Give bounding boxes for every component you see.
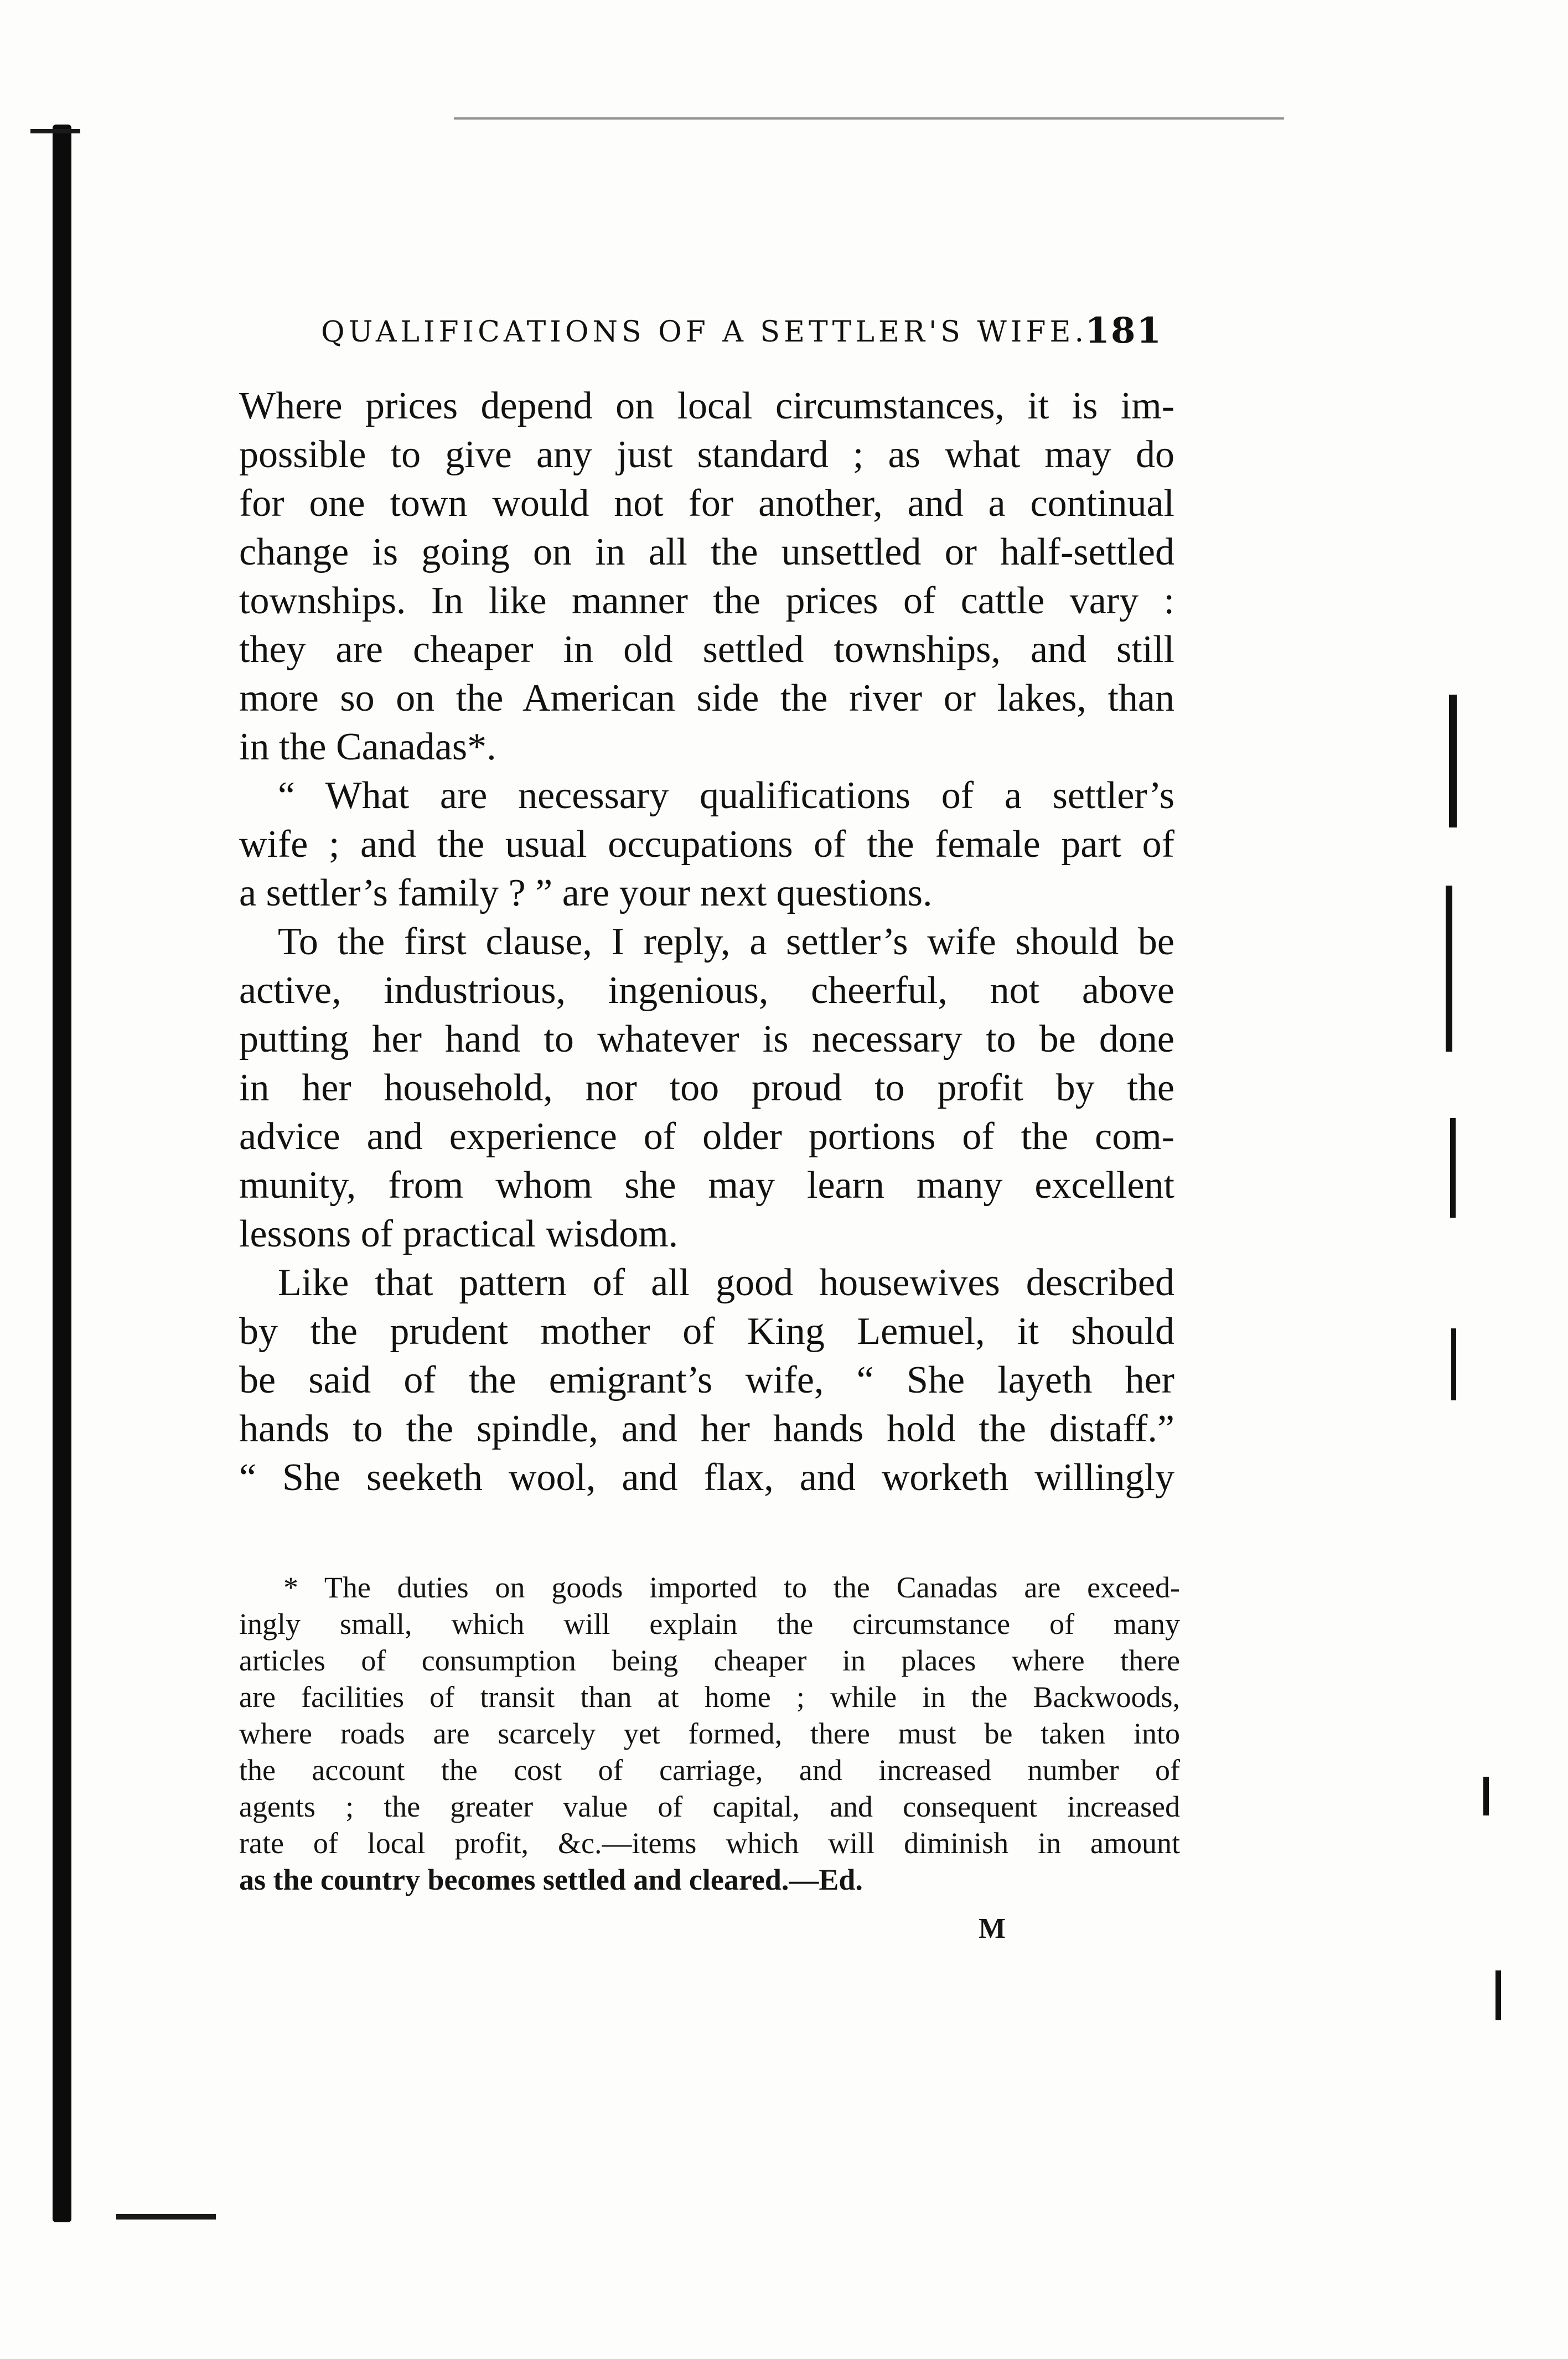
text-line: “ She seeketh wool, and flax, and worketh willingly <box>239 1456 1174 1499</box>
running-head <box>321 310 1162 360</box>
running-head-title: QUALIFICATIONS OF A SETTLER'S WIFE. <box>321 315 1088 349</box>
right-edge-scan-artifact <box>1483 1777 1489 1815</box>
footnote-line: as the country becomes settled and cleared.—Ed. <box>239 1863 863 1896</box>
paragraph <box>239 1259 1174 1502</box>
binding-top-tick <box>30 129 80 133</box>
text-line: a settler’s family ? ” are your next questions. <box>239 872 933 914</box>
signature-mark: M <box>979 1913 1008 1944</box>
text-line: in her household, nor too proud to profit by the <box>239 1067 1174 1109</box>
text-line: they are cheaper in old settled townships, and still <box>239 628 1174 671</box>
text-line: Like that pattern of all good housewives described <box>278 1261 1174 1304</box>
right-edge-scan-artifact <box>1451 1328 1456 1400</box>
right-edge-scan-artifact <box>1446 886 1452 1052</box>
paragraph <box>239 918 1174 1259</box>
footnote-line: agents ; the greater value of capital, and consequent increased <box>239 1790 1180 1823</box>
right-edge-scan-artifact <box>1450 1118 1456 1218</box>
footnote-line: where roads are scarcely yet formed, there must be taken into <box>239 1717 1180 1750</box>
footnote-line: are facilities of transit than at home ; while in the Backwoods, <box>239 1680 1180 1714</box>
text-line: in the Canadas*. <box>239 726 496 768</box>
text-line: change is going on in all the unsettled or half-settled <box>239 531 1174 573</box>
text-line: “ What are necessary qualifications of a settler’s <box>278 774 1174 817</box>
footnote-line: rate of local profit, &c.—items which will diminish in amount <box>239 1827 1180 1860</box>
binding-foot-tick <box>116 2214 216 2220</box>
text-line: active, industrious, ingenious, cheerful, not above <box>239 969 1174 1012</box>
text-line: advice and experience of older portions of the com- <box>239 1115 1174 1158</box>
right-edge-scan-artifact <box>1495 1970 1501 2020</box>
text-line: wife ; and the usual occupations of the female part of <box>239 823 1174 866</box>
footnote-line: articles of consumption being cheaper in places where there <box>239 1644 1180 1677</box>
text-line: munity, from whom she may learn many excellent <box>239 1164 1174 1207</box>
footnote-line: * The duties on goods imported to the Canadas are exceed- <box>283 1571 1180 1604</box>
page-top-edge <box>454 117 1284 120</box>
text-line: townships. In like manner the prices of cattle vary : <box>239 580 1174 622</box>
body-text <box>239 382 1174 1502</box>
footnote <box>239 1569 1180 1898</box>
text-line: by the prudent mother of King Lemuel, it should <box>239 1310 1174 1353</box>
paragraph <box>239 382 1174 772</box>
text-line: hands to the spindle, and her hands hold the distaff.” <box>239 1408 1174 1450</box>
paragraph <box>239 772 1174 918</box>
text-line: more so on the American side the river or lakes, than <box>239 677 1174 720</box>
text-line: To the first clause, I reply, a settler’s wife should be <box>278 920 1174 963</box>
text-line: be said of the emigrant’s wife, “ She layeth her <box>239 1359 1174 1401</box>
binding-gutter-shadow <box>53 125 71 2222</box>
text-line: possible to give any just standard ; as what may do <box>239 433 1174 476</box>
text-line: Where prices depend on local circumstances, it is im- <box>239 385 1174 427</box>
page-number: 181 <box>1085 310 1162 351</box>
text-line: for one town would not for another, and a continual <box>239 482 1174 525</box>
right-edge-scan-artifact <box>1449 695 1457 827</box>
footnote-line: ingly small, which will explain the circumstance of many <box>239 1607 1180 1641</box>
text-line: lessons of practical wisdom. <box>239 1213 679 1255</box>
footnote-line: the account the cost of carriage, and increased number of <box>239 1753 1180 1787</box>
text-line: putting her hand to whatever is necessary to be done <box>239 1018 1174 1060</box>
